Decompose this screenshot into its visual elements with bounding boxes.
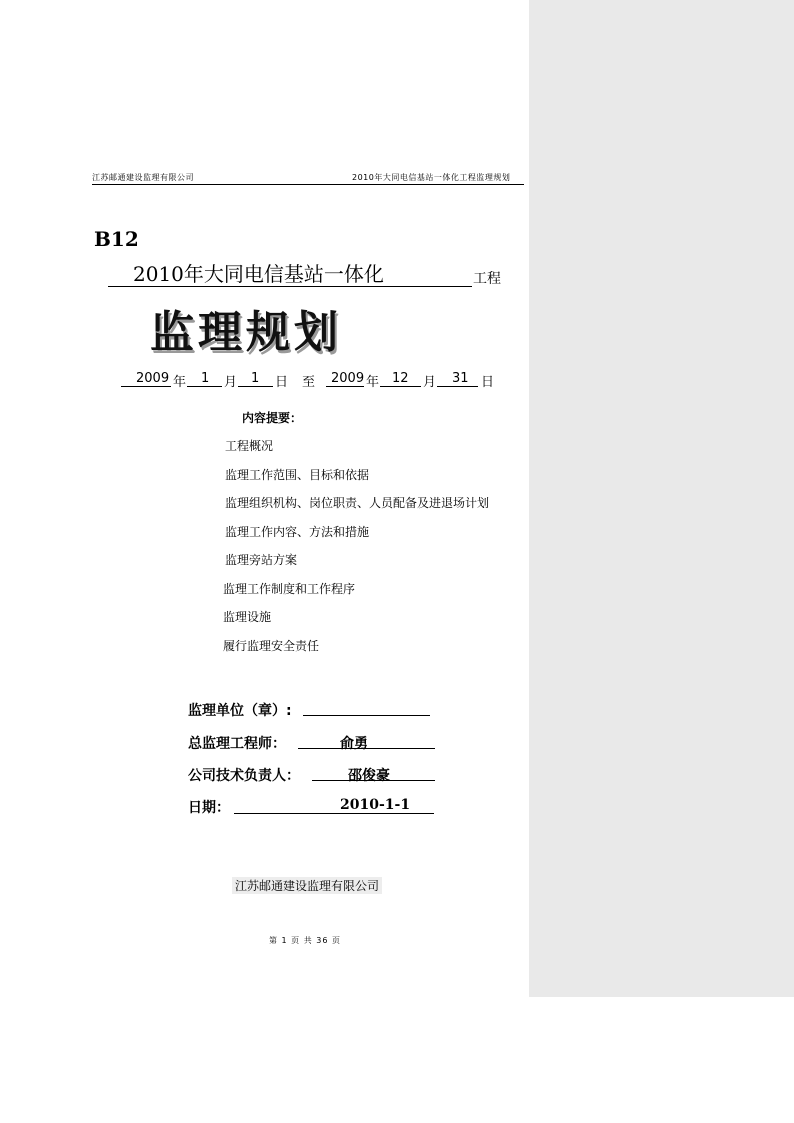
company-name: 江苏邮通建设监理有限公司 <box>232 877 382 894</box>
summary-item: 监理组织机构、岗位职责、人员配备及进退场计划 <box>225 496 490 510</box>
tech-lead-underline <box>312 780 435 781</box>
project-suffix: 工程 <box>473 271 501 287</box>
end-day-underline <box>437 386 478 387</box>
date-label: 日期： <box>188 800 230 816</box>
document-title: 监理规划 <box>150 307 342 358</box>
start-day-underline <box>238 386 273 387</box>
chief-engineer-underline <box>298 748 435 749</box>
summary-item: 履行监理安全责任 <box>223 639 320 653</box>
tech-lead-label: 公司技术负责人： <box>188 768 300 784</box>
start-year: 2009 <box>136 371 170 386</box>
header-right-text: 2010年大同电信基站一体化工程监理规划 <box>352 173 511 182</box>
end-month-char: 月 <box>423 375 437 390</box>
start-year-char: 年 <box>173 375 187 390</box>
summary-item: 监理工作制度和工作程序 <box>223 582 356 596</box>
start-day-char: 日 <box>275 375 289 390</box>
start-month-underline <box>187 386 222 387</box>
project-name-underline <box>108 286 472 287</box>
supervision-unit-underline <box>303 715 430 716</box>
supervision-unit-label: 监理单位（章）: <box>188 703 292 719</box>
summary-title: 内容提要： <box>242 411 303 425</box>
summary-item: 监理工作范围、目标和依据 <box>225 468 370 482</box>
start-month: 1 <box>201 371 210 386</box>
start-month-char: 月 <box>224 375 238 390</box>
header-left-text: 江苏邮通建设监理有限公司 <box>92 173 194 182</box>
end-month: 12 <box>392 371 409 386</box>
summary-item: 监理旁站方案 <box>225 553 298 567</box>
end-year: 2009 <box>331 371 365 386</box>
end-day-char: 日 <box>481 375 495 390</box>
chief-engineer-label: 总监理工程师： <box>188 736 286 752</box>
comment-side-panel <box>529 0 794 997</box>
page-number: 第 1 页 共 36 页 <box>269 936 341 945</box>
date-value: 2010-1-1 <box>340 797 411 813</box>
chief-engineer-value: 俞勇 <box>340 736 368 752</box>
range-to: 至 <box>302 375 316 390</box>
summary-item: 监理设施 <box>223 610 272 624</box>
tech-lead-value: 邵俊豪 <box>348 768 390 784</box>
header-divider <box>92 184 524 185</box>
end-year-underline <box>326 386 364 387</box>
end-year-char: 年 <box>366 375 380 390</box>
document-code: B12 <box>94 227 139 251</box>
summary-item: 工程概况 <box>225 439 274 453</box>
end-day: 31 <box>452 371 469 386</box>
project-name: 2010年大同电信基站一体化 <box>133 262 384 286</box>
end-month-underline <box>380 386 421 387</box>
start-day: 1 <box>251 371 260 386</box>
start-year-underline <box>121 386 171 387</box>
summary-item: 监理工作内容、方法和措施 <box>225 525 370 539</box>
date-underline <box>234 813 434 814</box>
